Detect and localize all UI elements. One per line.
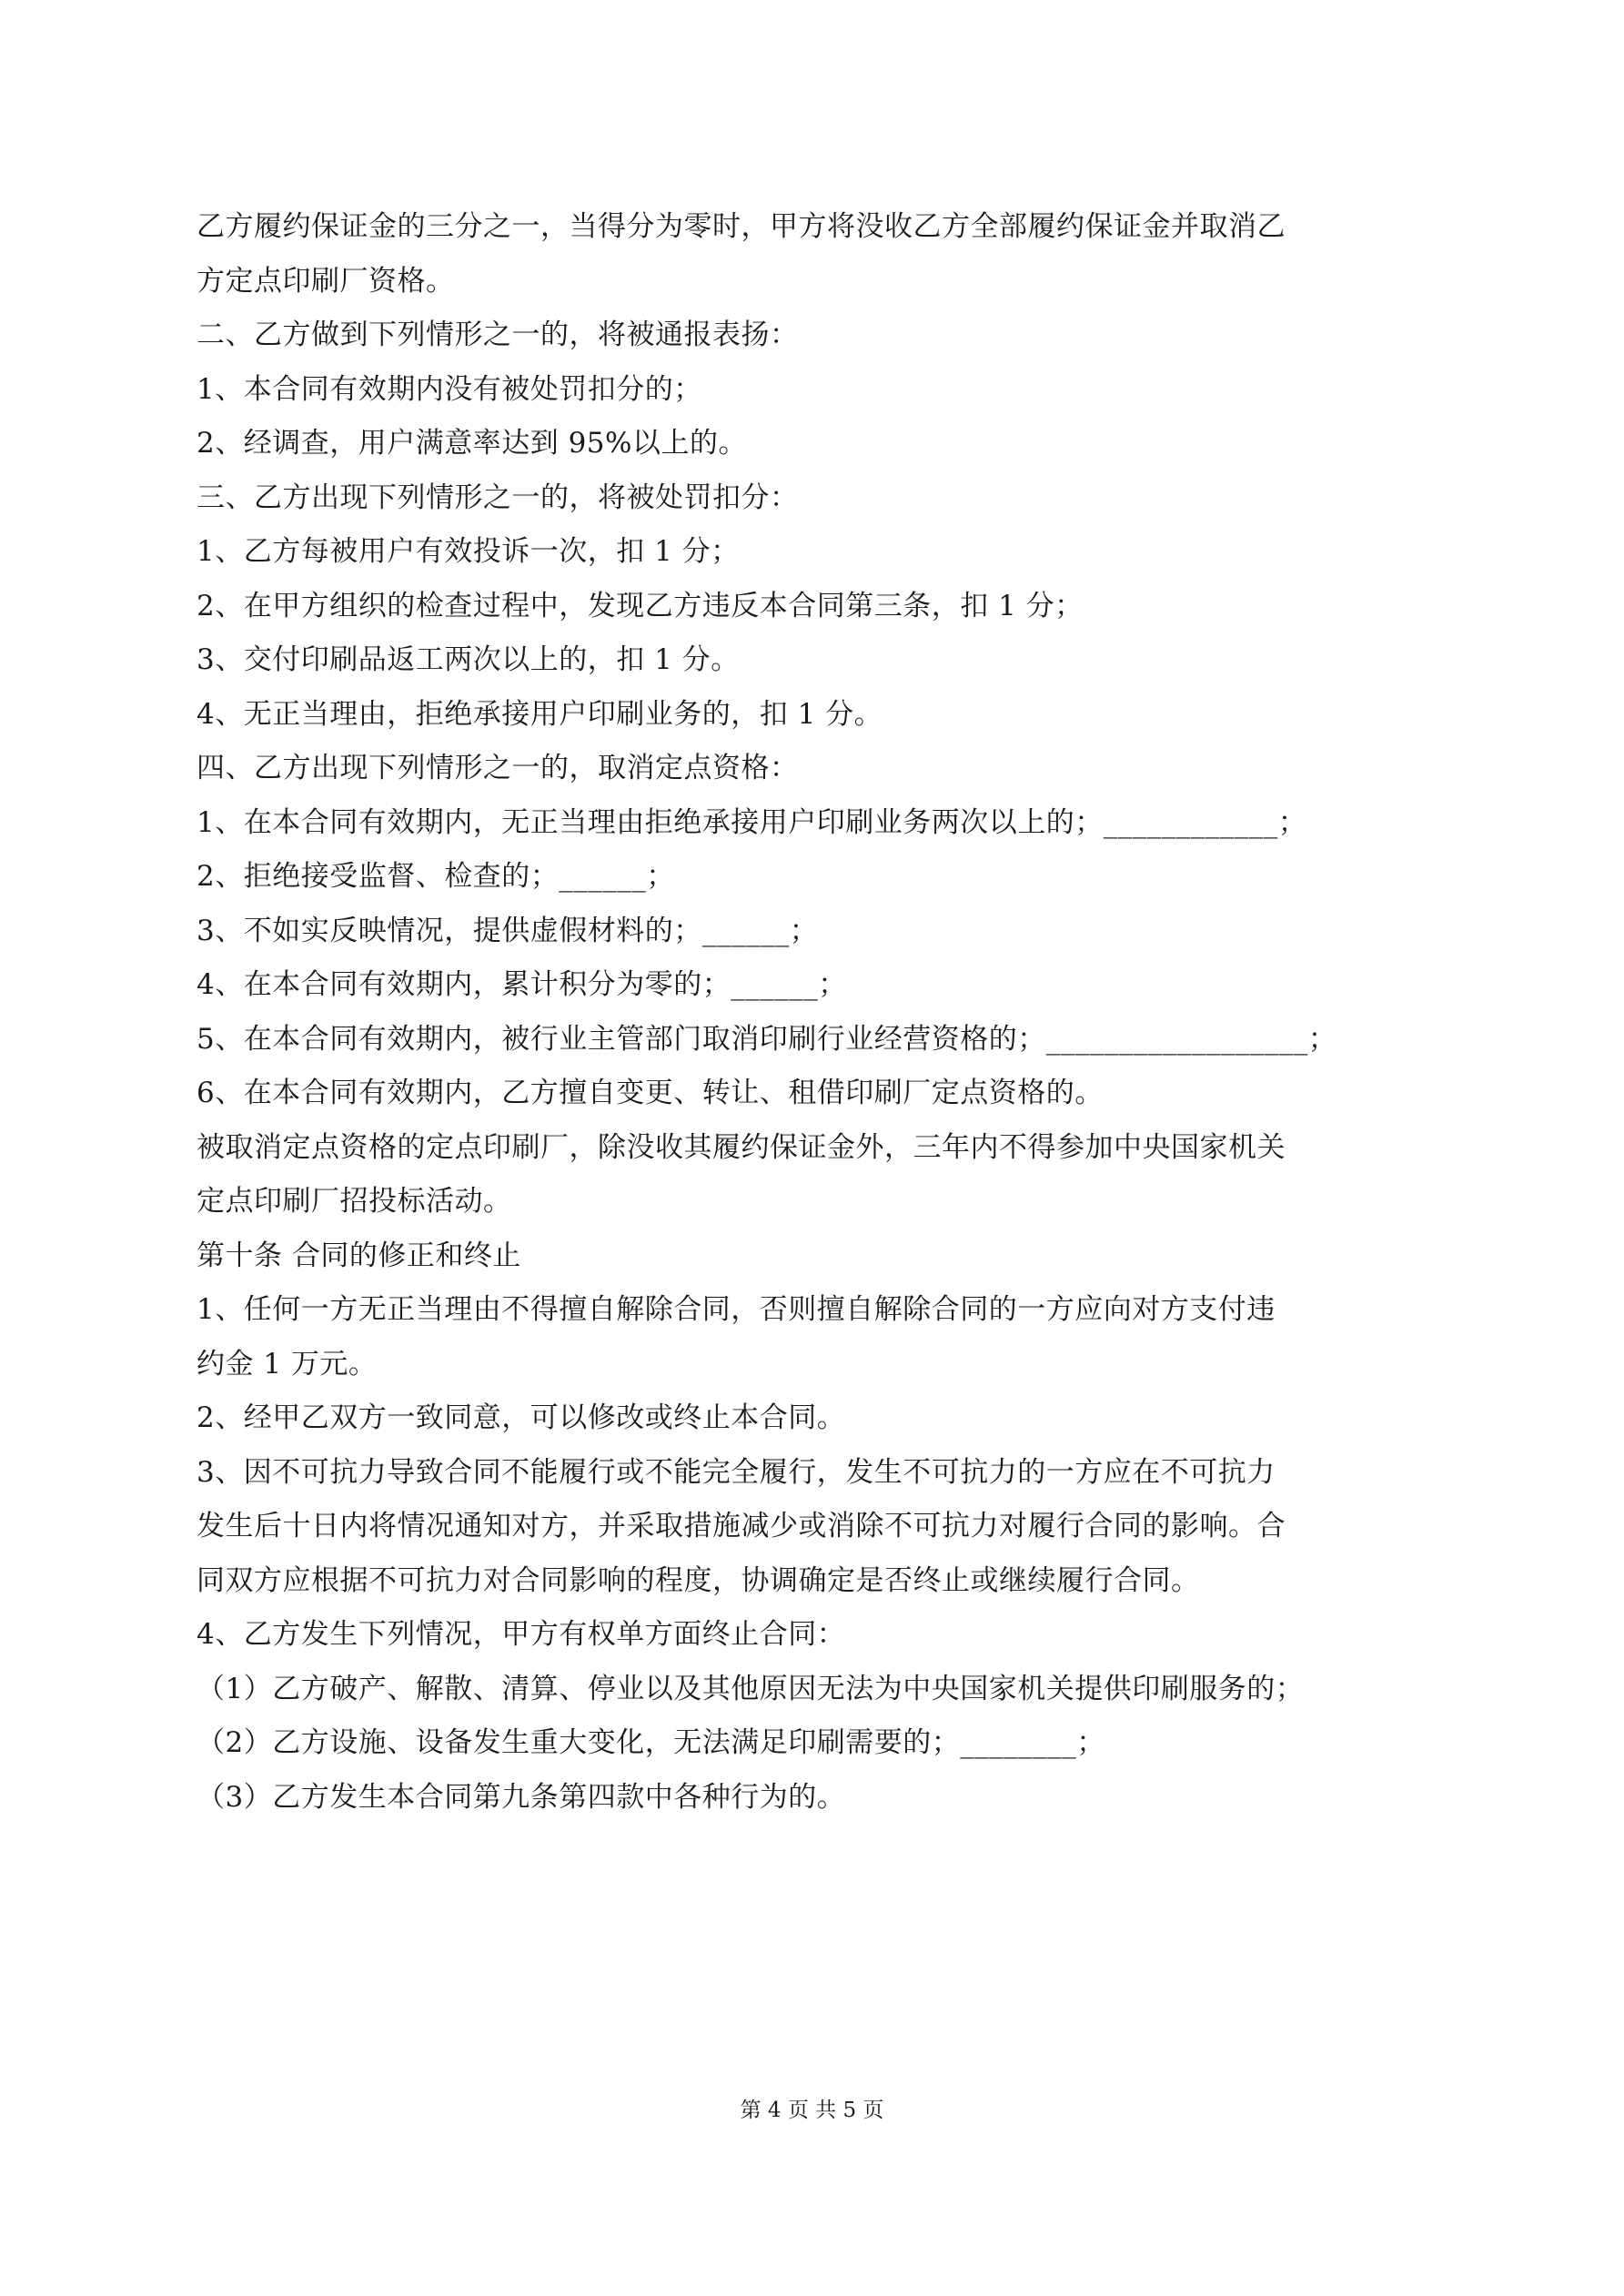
- text-line: 乙方履约保证金的三分之一，当得分为零时，甲方将没收乙方全部履约保证金并取消乙: [197, 210, 1286, 243]
- document-body: [197, 200, 1434, 1825]
- section-heading: 二、乙方做到下列情形之一的，将被通报表扬：: [197, 319, 799, 351]
- list-item: 3、因不可抗力导致合同不能履行或不能完全履行，发生不可抗力的一方应在不可抗力: [197, 1455, 1276, 1489]
- page-number: 第 4 页 共 5 页: [740, 2099, 884, 2122]
- list-item: 2、拒绝接受监督、检查的；______；: [197, 860, 675, 893]
- text-line: 同双方应根据不可抗力对合同影响的程度，协调确定是否终止或继续履行合同。: [197, 1563, 1200, 1597]
- list-item: 3、不如实反映情况，提供虚假材料的；______；: [197, 914, 819, 947]
- sub-list-item: （1）乙方破产、解散、清算、停业以及其他原因无法为中央国家机关提供印刷服务的；: [197, 1672, 1305, 1705]
- list-item: 2、经调查，用户满意率达到 95%以上的。: [197, 427, 747, 460]
- list-item: 4、在本合同有效期内，累计积分为零的；______；: [197, 968, 847, 1001]
- list-item: 6、在本合同有效期内，乙方擅自变更、转让、租借印刷厂定点资格的。: [197, 1077, 1104, 1109]
- article-heading: 第十条 合同的修正和终止: [197, 1239, 521, 1272]
- list-item: 2、经甲乙双方一致同意，可以修改或终止本合同。: [197, 1401, 846, 1434]
- list-item: 4、无正当理由，拒绝承接用户印刷业务的，扣 1 分。: [197, 697, 883, 731]
- text-line: 方定点印刷厂资格。: [197, 264, 455, 298]
- text-line: 被取消定点资格的定点印刷厂，除没收其履约保证金外，三年内不得参加中央国家机关: [197, 1130, 1286, 1164]
- list-item: 5、在本合同有效期内，被行业主管部门取消印刷行业经营资格的；__________________；: [197, 1022, 1337, 1056]
- section-heading: 四、乙方出现下列情形之一的，取消定点资格：: [197, 752, 799, 784]
- text-line: 发生后十日内将情况通知对方，并采取措施减少或消除不可抗力对履行合同的影响。合: [197, 1510, 1286, 1542]
- list-item: 2、在甲方组织的检查过程中，发现乙方违反本合同第三条，扣 1 分；: [197, 589, 1084, 622]
- list-item: 4、乙方发生下列情况，甲方有权单方面终止合同：: [197, 1618, 846, 1651]
- sub-list-item: （2）乙方设施、设备发生重大变化，无法满足印刷需要的；________；: [197, 1726, 1105, 1759]
- section-heading: 三、乙方出现下列情形之一的，将被处罚扣分：: [197, 480, 799, 514]
- list-item: 1、在本合同有效期内，无正当理由拒绝承接用户印刷业务两次以上的；____________；: [197, 805, 1307, 839]
- sub-list-item: （3）乙方发生本合同第九条第四款中各种行为的。: [197, 1780, 846, 1814]
- list-item: 1、本合同有效期内没有被处罚扣分的；: [197, 372, 702, 406]
- list-item: 1、乙方每被用户有效投诉一次，扣 1 分；: [197, 535, 740, 568]
- text-line: 约金 1 万元。: [197, 1347, 378, 1381]
- text-line: 定点印刷厂招投标活动。: [197, 1185, 512, 1218]
- list-item: 3、交付印刷品返工两次以上的，扣 1 分。: [197, 643, 740, 676]
- list-item: 1、任何一方无正当理由不得擅自解除合同，否则擅自解除合同的一方应向对方支付违: [197, 1293, 1276, 1326]
